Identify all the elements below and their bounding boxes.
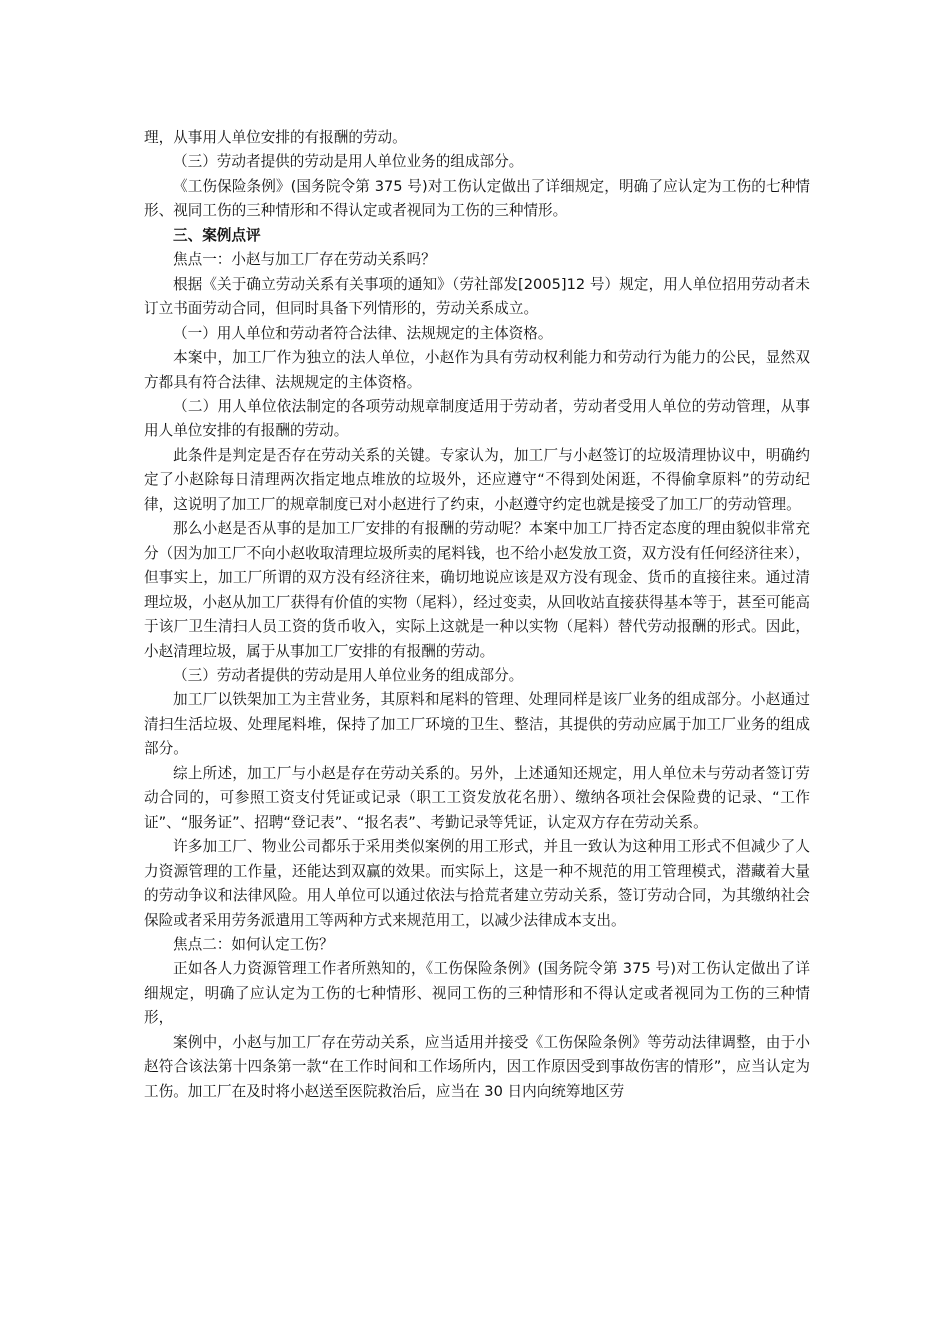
paragraph: （三）劳动者提供的劳动是用人单位业务的组成部分。 bbox=[173, 666, 524, 684]
paragraph: 焦点二：如何认定工伤？ bbox=[173, 935, 334, 953]
paragraph: （一）用人单位和劳动者符合法律、法规规定的主体资格。 bbox=[173, 324, 553, 342]
paragraph: 许多加工厂、物业公司都乐于采用类似案例的用工形式，并且一致认为这种用工形式不但减少了人力资源管理的工作量，还能达到双赢的效果。而实际上，这是一种不规范的用工管理模式，潜藏着大量的劳动争议和法律风险。用人单位可以通过依法与拾荒者建立劳动关系，签订劳动合同，为其缴纳社会保险或者采用劳务派遣用工等两种方式来规范用工，以减少法律成本支出。 bbox=[144, 838, 810, 929]
paragraph: 《工伤保险条例》(国务院令第 375 号)对工伤认定做出了详细规定，明确了应认定为工伤的七种情形、视同工伤的三种情形和不得认定或者视同为工伤的三种情形。 bbox=[144, 177, 810, 220]
paragraph: 理，从事用人单位安排的有报酬的劳动。 bbox=[144, 129, 407, 146]
paragraph: 本案中，加工厂作为独立的法人单位，小赵作为具有劳动权利能力和劳动行为能力的公民，显然双方都具有符合法律、法规规定的主体资格。 bbox=[144, 349, 810, 391]
paragraph: 案例中，小赵与加工厂存在劳动关系，应当适用并接受《工伤保险条例》等劳动法律调整，由于小赵符合该法第十四条第一款“在工作时间和工作场所内，因工作原因受到事故伤害的情形”，应当认定为工伤。加工厂在及时将小赵送至医院救治后，应当在 30 日内向统筹地区劳 bbox=[144, 1033, 810, 1100]
paragraph: 根据《关于确立劳动关系有关事项的通知》（劳社部发[2005]12 号）规定，用人单位招用劳动者未订立书面劳动合同，但同时具备下列情形的，劳动关系成立。 bbox=[144, 275, 810, 318]
paragraph: 综上所述，加工厂与小赵是存在劳动关系的。另外，上述通知还规定，用人单位未与劳动者签订劳动合同的，可参照工资支付凭证或记录（职工工资发放花名册）、缴纳各项社会保险费的记录、“工作证”、“服务证”、招聘“登记表”、“报名表”、考勤记录等凭证，认定双方存在劳动关系。 bbox=[144, 764, 810, 831]
paragraph: 正如各人力资源管理工作者所熟知的，《工伤保险条例》(国务院令第 375 号)对工伤认定做出了详细规定，明确了应认定为工伤的七种情形、视同工伤的三种情形和不得认定或者视同为工伤的三种情形， bbox=[144, 960, 810, 1027]
paragraph: 那么小赵是否从事的是加工厂安排的有报酬的劳动呢？本案中加工厂持否定态度的理由貌似非常充分（因为加工厂不向小赵收取清理垃圾所卖的尾料钱，也不给小赵发放工资，双方没有任何经济往来），但事实上，加工厂所谓的双方没有经济往来，确切地说应该是双方没有现金、货币的直接往来。通过清理垃圾，小赵从加工厂获得有价值的实物（尾料），经过变卖，从回收站直接获得基本等于，甚至可能高于该厂卫生清扫人员工资的货币收入，实际上这就是一种以实物（尾料）替代劳动报酬的形式。因此，小赵清理垃圾，属于从事加工厂安排的有报酬的劳动。 bbox=[144, 520, 810, 660]
document-body bbox=[144, 126, 810, 1104]
paragraph: （二）用人单位依法制定的各项劳动规章制度适用于劳动者，劳动者受用人单位的劳动管理，从事用人单位安排的有报酬的劳动。 bbox=[144, 397, 810, 440]
paragraph: 焦点一：小赵与加工厂存在劳动关系吗？ bbox=[173, 251, 436, 269]
paragraph: （三）劳动者提供的劳动是用人单位业务的组成部分。 bbox=[173, 153, 524, 171]
paragraph: 此条件是判定是否存在劳动关系的关键。专家认为，加工厂与小赵签订的垃圾清理协议中，明确约定了小赵除每日清理两次指定地点堆放的垃圾外，还应遵守“不得到处闲逛，不得偷拿原料”的劳动纪律，这说明了加工厂的规章制度已对小赵进行了约束，小赵遵守约定也就是接受了加工厂的劳动管理。 bbox=[144, 446, 810, 513]
section-heading: 三、案例点评 bbox=[173, 226, 261, 244]
paragraph: 加工厂以铁架加工为主营业务，其原料和尾料的管理、处理同样是该厂业务的组成部分。小赵通过清扫生活垃圾、处理尾料堆，保持了加工厂环境的卫生、整洁，其提供的劳动应属于加工厂业务的组成部分。 bbox=[144, 691, 810, 758]
